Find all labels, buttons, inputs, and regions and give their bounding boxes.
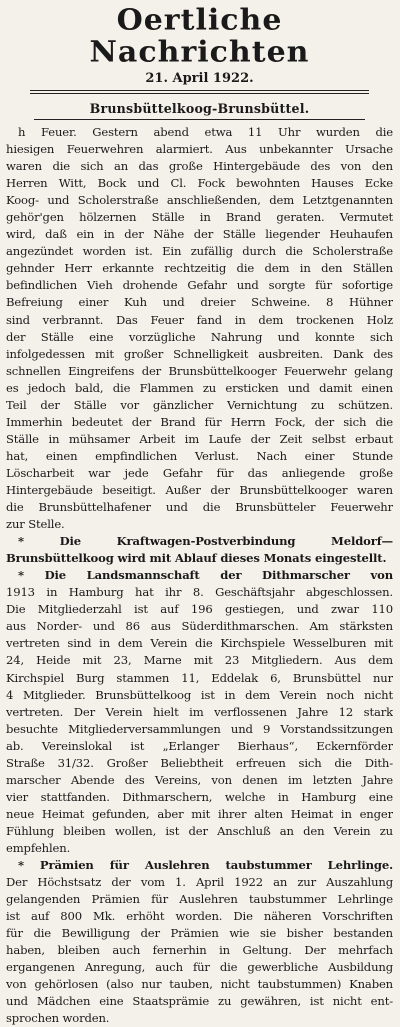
article-line: haben, bleiben auch fernerhin in Geltung. Der mehrfach [6, 943, 393, 958]
article-line: Herren Witt, Bock und Cl. Fock bewohnten Hauses Ecke [6, 176, 393, 191]
article-line: besuchte Mitgliederversammlungen und 9 Vorstandssitzungen [6, 721, 393, 736]
article-line: Teil der Ställe vor gänzlicher Vernichtung zu schützen. [6, 397, 393, 412]
article-line: die Brunsbüttelhafener und die Brunsbütteler Feuerwehr [6, 500, 393, 515]
article-line: 1913 in Hamburg hat ihr 8. Geschäftsjahr abgeschlossen. [6, 585, 393, 600]
article-line: vier stattfanden. Dithmarschern, welche in Hamburg eine [6, 789, 393, 804]
article-line: 4 Mitglieder. Brunsbüttelkoog ist in dem Verein noch nicht [6, 687, 393, 702]
article-line: und Mädchen eine Staatsprämie zu gewähren, ist nicht ent- [6, 994, 393, 1009]
header-rule-second [30, 93, 369, 94]
article-line: Kirchspiel Burg stammen 11, Eddelak 6, Brunsbüttel nur [6, 670, 393, 685]
article-fire [6, 124, 393, 533]
article-line: aus Norder- und 86 aus Süderdithmarschen. Am stärksten [6, 619, 393, 634]
article-line: sprochen worden. [6, 1011, 110, 1026]
article-line: Die Mitgliederzahl ist auf 196 gestiegen, und zwar 110 [6, 602, 393, 617]
issue-date: 21. April 1922. [145, 71, 254, 86]
article-line: infolgedessen mit großer Schnelligkeit ausbreiten. Dank des [6, 346, 393, 361]
article-line: Brunsbüttelkoog wird mit Ablauf dieses Monats eingestellt. [6, 551, 387, 566]
article-line: hiesigen Feuerwehren alarmiert. Aus unbekannter Ursache [6, 142, 393, 157]
article-landsmannschaft [6, 567, 393, 857]
article-line: waren die sich an das große Hintergebäude des von den [6, 159, 393, 174]
article-line: wird, daß ein in der Nähe der Ställe liegender Heuhaufen [6, 227, 393, 242]
article-apprentice-bonus [6, 857, 393, 1027]
article-line: sind verbrannt. Das Feuer fand in dem trockenen Holz [6, 312, 393, 327]
article-line: vertreten. Der Verein hielt im verflossenen Jahre 12 stark [6, 704, 393, 719]
article-line: marscher Abende des Vereins, von denen im letzten Jahre [6, 772, 393, 787]
header-rule [30, 90, 369, 91]
article-line: neue Heimat gefunden, aber mit ihrer alten Heimat in enger [6, 806, 393, 821]
article-line: h Feuer. Gestern abend etwa 11 Uhr wurden die [18, 125, 393, 139]
article-line: es jedoch bald, die Flammen zu ersticken und damit einen [6, 380, 393, 395]
article-line: befindlichen Vieh drohende Gefahr und sorgte für sofortige [6, 278, 393, 293]
article-line: Ställe in mühsamer Arbeit im Laufe der Zeit selbst erbaut [6, 431, 393, 446]
article-line: gelangenden Prämien für Auslehren taubstummer Lehrlinge [6, 892, 393, 907]
article-line: * Prämien für Auslehren taubstummer Lehrlinge. [18, 858, 393, 873]
place-heading: Brunsbüttelkoog-Brunsbüttel. [89, 101, 310, 116]
article-line: * Die Kraftwagen-Postverbindung Meldorf— [18, 534, 393, 549]
article-line: ergangenen Anregung, auch für die gewerbliche Ausbildung [6, 960, 393, 975]
article-line: von gehörlosen (also nur tauben, nicht taubstummen) Knaben [6, 977, 393, 992]
article-line: gehnder Herr erkannte rechtzeitig die dem in den Ställen [6, 261, 393, 276]
place-rule [34, 119, 365, 120]
article-line: 24, Heide mit 23, Marne mit 23 Mitgliedern. Aus dem [6, 653, 393, 668]
article-line: Fühlung bleiben wollen, ist der Anschluß an den Verein zu [6, 823, 393, 838]
article-line: ab. Vereinslokal ist „Erlanger Bierhaus“, Eckernförder [6, 738, 393, 753]
article-line: gehör'gen hölzernen Ställe in Brand geraten. Vermutet [6, 210, 393, 225]
article-line: schnellen Eingreifens der Brunsbüttelkooger Feuerwehr gelang [6, 363, 393, 378]
article-bus-service [6, 533, 393, 567]
article-line: der Ställe eine vorzügliche Nahrung und konnte sich [6, 329, 393, 344]
section-title: Oertliche Nachrichten [89, 3, 310, 70]
article-line: Koog- und Scholerstraße anschließenden, dem Letztgenannten [6, 193, 393, 208]
article-line: ist auf 800 Mk. erhöht worden. Die näheren Vorschriften [6, 909, 393, 924]
article-line: empfehlen. [6, 840, 71, 855]
article-line: angezündet worden ist. Ein zufällig durch die Scholerstraße [6, 244, 393, 259]
article-line: vertreten sind in dem Verein die Kirchspiele Wesselburen mit [6, 636, 393, 651]
article-line: Löscharbeit war jede Gefahr für das anliegende große [6, 465, 393, 480]
article-line: Immerhin bedeutet der Brand für Herrn Fock, der sich die [6, 414, 393, 429]
article-line: hat, einen empfindlichen Verlust. Nach einer Stunde [6, 448, 393, 463]
article-line: Der Höchstsatz der vom 1. April 1922 an zur Auszahlung [6, 875, 393, 890]
article-line: Befreiung einer Kuh und dreier Schweine. 8 Hühner [6, 295, 393, 310]
article-line: zur Stelle. [6, 517, 65, 532]
article-line: * Die Landsmannschaft der Dithmarscher von [18, 568, 393, 583]
article-line: Hintergebäude beseitigt. Außer der Brunsbüttelkooger waren [6, 482, 393, 497]
article-line: für die Bewilligung der Prämien wie sie bisher bestanden [6, 926, 393, 941]
article-line: Straße 31/32. Großer Beliebtheit erfreuen sich die Dith- [6, 755, 393, 770]
